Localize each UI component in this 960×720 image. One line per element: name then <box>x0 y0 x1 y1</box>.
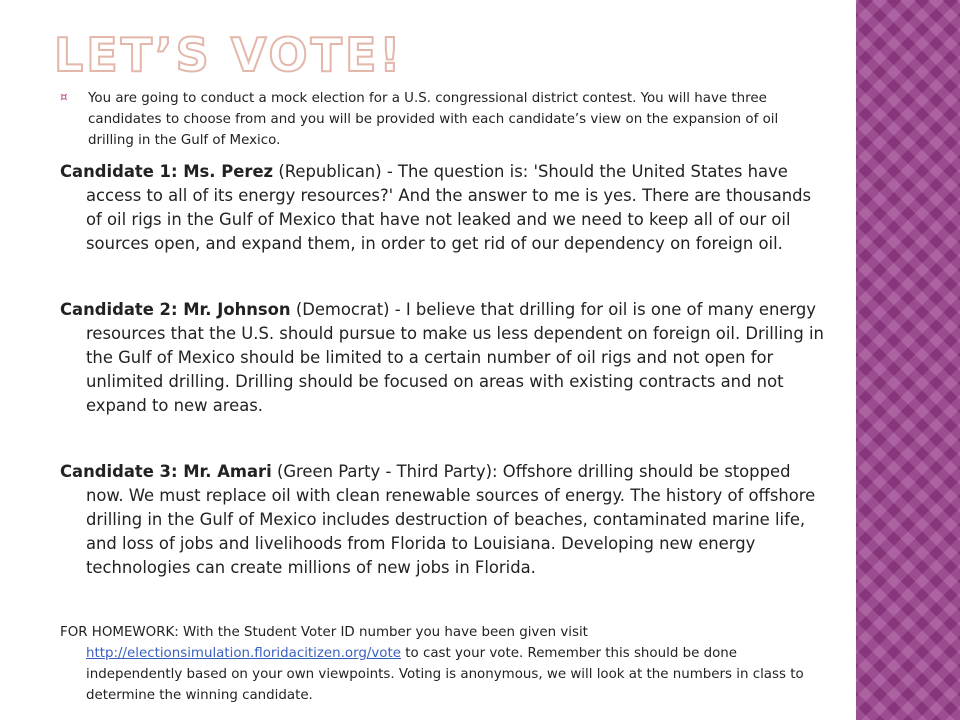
candidate-2-label: Candidate 2: Mr. Johnson <box>60 300 291 319</box>
candidate-1-paragraph <box>60 160 831 256</box>
homework-instructions: to cast your vote. Remember this should be done independently based on your own viewpoints. Voting is anonymous, we will look at the numbers in class to determine the winning candidate. <box>86 646 804 703</box>
candidate-3-paragraph <box>60 460 831 580</box>
candidate-3-party: (Green Party - Third Party): <box>271 462 503 481</box>
intro-text: You are going to conduct a mock election for a U.S. congressional district contest. You will have three candidates to choose from and you will be provided with each candidate’s view on the expansion of oil drilling in the Gulf of Mexico. <box>88 91 779 148</box>
candidate-2-party: (Democrat) <box>290 300 395 319</box>
candidate-1-party: (Republican) <box>273 162 387 181</box>
candidate-3-statement: Offshore drilling should be stopped now. We must replace oil with clean renewable sources of energy. The history of offshore drilling in the Gulf of Mexico includes destruction of beaches, contaminated marine life, and loss of jobs and livelihoods from Florida to Louisiana. Developing new energy technologies can create millions of new jobs in Florida. <box>86 462 816 577</box>
homework-paragraph <box>60 622 831 706</box>
homework-intro: FOR HOMEWORK: With the Student Voter ID number you have been given visit <box>60 625 588 640</box>
slide-title: LET’S VOTE! <box>54 28 404 82</box>
candidate-2-statement: - I believe that drilling for oil is one of many energy resources that the U.S. should pursue to make us less dependent on foreign oil. Drilling in the Gulf of Mexico should be limited to a certain number of oil rigs and not open for unlimited drilling. Drilling should be focused on areas with existing contracts and not expand to new areas. <box>86 300 824 415</box>
candidate-1-statement: - The question is: 'Should the United States have access to all of its energy resources?' And the answer to me is yes. There are thousands of oil rigs in the Gulf of Mexico that have not leaked and we need to keep all of our oil sources open, and expand them, in order to get rid of our dependency on foreign oil. <box>86 162 812 253</box>
vote-link[interactable]: http://electionsimulation.floridacitizen.org/vote <box>86 646 401 661</box>
candidate-3-label: Candidate 3: Mr. Amari <box>60 462 272 481</box>
candidate-2-paragraph <box>60 298 831 418</box>
candidate-1-label: Candidate 1: Ms. Perez <box>60 162 274 181</box>
bullet-icon: ¤ <box>60 90 68 104</box>
intro-bullet <box>60 88 805 151</box>
decorative-side-band <box>856 0 960 720</box>
